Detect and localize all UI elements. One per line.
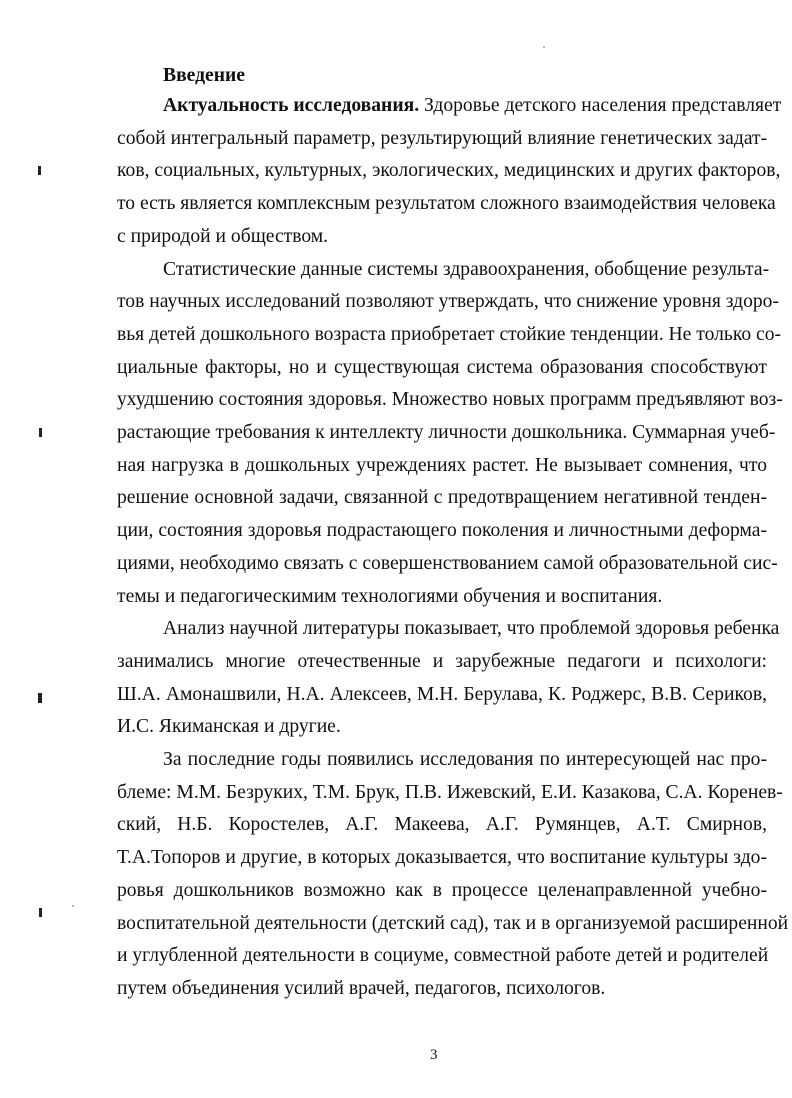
line-text: Анализ научной литературы показывает, что проблемой здоровья ребенка xyxy=(163,618,780,640)
text-line xyxy=(117,225,767,249)
text-line xyxy=(117,781,783,805)
scan-mark xyxy=(39,428,42,437)
line-text: ции, состояния здоровья подрастающего поколения и личностными деформа- xyxy=(117,520,767,542)
text-line xyxy=(117,585,767,609)
text-line xyxy=(117,977,767,1001)
line-text: собой интегральный параметр, результирующий влияние генетических задат- xyxy=(117,127,768,149)
text-line xyxy=(117,912,789,936)
line-text: Т.А.Топоров и другие, в которых доказывается, что воспитание культуры здо- xyxy=(117,847,767,869)
line-text: растающие требования к интеллекту личности дошкольника. Суммарная учеб- xyxy=(117,422,776,443)
scan-speck xyxy=(543,46,545,48)
line-text: с природой и обществом. xyxy=(117,225,329,247)
line-text: то есть является комплексным результатом сложного взаимодействия человека xyxy=(117,193,776,215)
text-line xyxy=(163,617,780,641)
line-text: Статистические данные системы здравоохранения, обобщение результа- xyxy=(163,258,770,280)
line-text: Здоровье детского населения представляет xyxy=(419,95,782,116)
text-line xyxy=(117,486,767,510)
line-text: путем объединения усилий врачей, педагогов, психологов. xyxy=(117,977,606,999)
scan-mark xyxy=(38,693,42,703)
text-line xyxy=(117,388,783,412)
scan-mark xyxy=(38,166,41,175)
line-text: Ш.А. Амонашвили, Н.А. Алексеев, М.Н. Берулава, К. Роджерс, В.В. Сериков, xyxy=(117,683,767,705)
text-line xyxy=(117,846,767,870)
line-text: циями, необходимо связать с совершенствованием самой образовательной сис- xyxy=(117,552,778,574)
text-line xyxy=(117,159,781,183)
text-line xyxy=(163,748,767,772)
text-line xyxy=(117,454,767,478)
page-number: 3 xyxy=(430,1047,438,1063)
text-line xyxy=(117,356,767,380)
text-line xyxy=(117,715,767,739)
text-line xyxy=(117,421,776,445)
line-text: И.С. Якиманская и другие. xyxy=(117,716,341,738)
text-line xyxy=(117,650,767,674)
text-line xyxy=(117,683,767,707)
line-text: За последние годы появились исследования по интересующей нас про- xyxy=(163,749,767,770)
line-text: и углубленной деятельности в социуме, совместной работе детей и родителей xyxy=(117,945,769,967)
text-line xyxy=(117,323,782,347)
line-text: ухудшению состояния здоровья. Множество новых программ предъявляют воз- xyxy=(117,389,783,411)
line-text: ная нагрузка в дошкольных учреждениях растет. Не вызывает сомнения, что xyxy=(117,454,767,476)
text-line xyxy=(117,519,767,543)
scan-mark xyxy=(39,908,42,917)
text-line xyxy=(117,813,767,837)
line-text: воспитательной деятельности (детский сад), так и в организуемой расширенной xyxy=(117,912,789,934)
text-line xyxy=(163,258,770,282)
text-line xyxy=(117,552,778,576)
line-text: вья детей дошкольного возраста приобретает стойкие тенденции. Не только со- xyxy=(117,323,782,345)
line-text: решение основной задачи, связанной с предотвращением негативной тенден- xyxy=(117,487,767,509)
text-line xyxy=(163,94,782,118)
text-line xyxy=(117,944,767,968)
line-text: темы и педагогическимим технологиями обучения и воспитания. xyxy=(117,585,663,607)
line-text: занимались многие отечественные и зарубежные педагоги и психологи: xyxy=(117,650,767,672)
text-line xyxy=(117,290,780,314)
section-heading: Введение xyxy=(163,65,245,86)
line-text: ский, Н.Б. Коростелев, А.Г. Макеева, А.Г. Румянцев, А.Т. Смирнов, xyxy=(117,814,767,836)
text-line xyxy=(117,879,767,903)
line-text: тов научных исследований позволяют утверждать, что снижение уровня здоро- xyxy=(117,291,780,313)
line-text: ровья дошкольников возможно как в процессе целенаправленной учебно- xyxy=(117,879,767,901)
line-text: ков, социальных, культурных, экологических, медицинских и других факторов, xyxy=(117,160,781,182)
line-text: циальные факторы, но и существующая система образования способствуют xyxy=(117,356,767,378)
bold-lead-in: Актуальность исследования. xyxy=(163,95,420,116)
text-line xyxy=(117,127,767,151)
text-line xyxy=(117,192,776,216)
line-text: блеме: М.М. Безруких, Т.М. Брук, П.В. Ижевский, Е.И. Казакова, С.А. Коренев- xyxy=(117,781,783,803)
scan-speck xyxy=(72,905,74,907)
